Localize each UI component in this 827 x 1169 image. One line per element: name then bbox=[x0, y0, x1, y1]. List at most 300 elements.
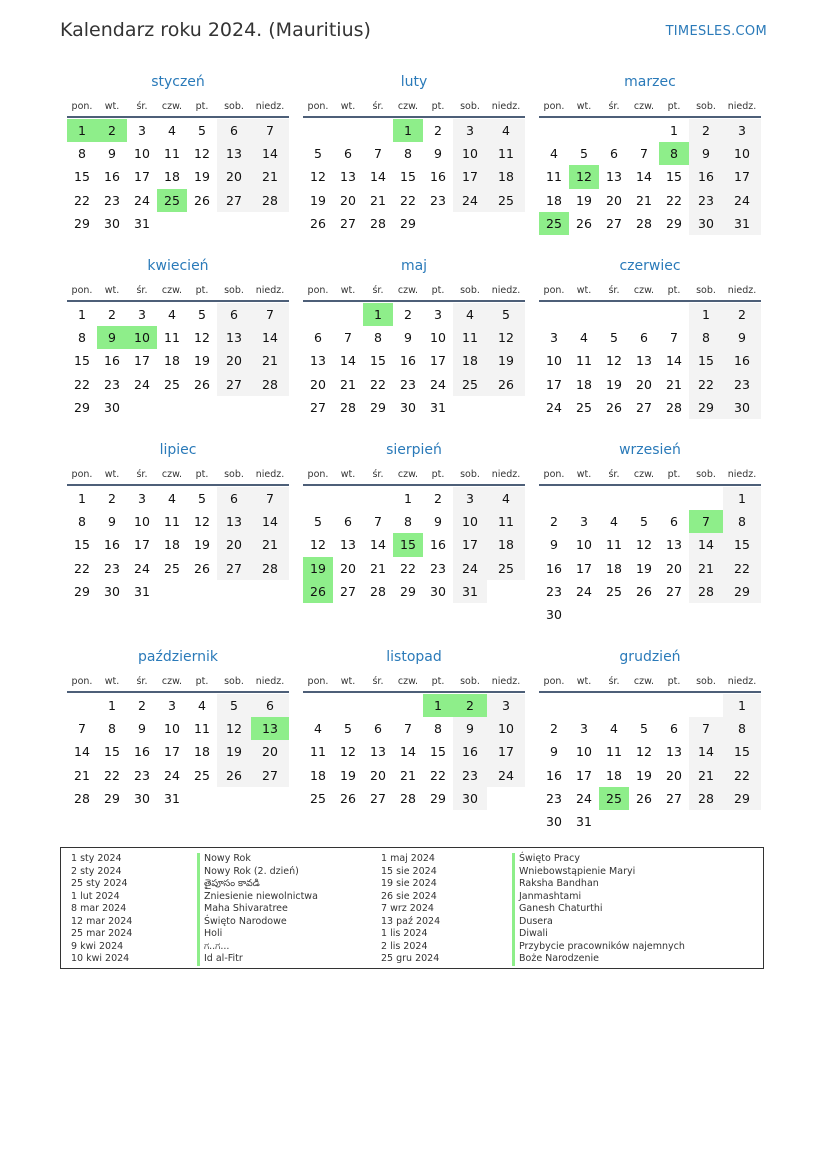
day-cell: 22 bbox=[400, 192, 416, 208]
empty-cell bbox=[251, 396, 289, 419]
weekday-label: niedz. bbox=[491, 285, 521, 296]
week-row bbox=[303, 533, 525, 556]
weekday-label: niedz. bbox=[491, 101, 521, 112]
day-cell: 18 bbox=[453, 349, 487, 372]
day-cell: 2 bbox=[689, 119, 723, 142]
day-cell: 8 bbox=[659, 142, 689, 165]
day-cell: 9 bbox=[138, 721, 146, 737]
empty-cell bbox=[363, 694, 393, 717]
day-cell: 7 bbox=[374, 514, 382, 530]
day-cell: 31 bbox=[576, 813, 592, 829]
day-cell: 8 bbox=[404, 514, 412, 530]
week-row bbox=[539, 557, 761, 580]
day-cell: 5 bbox=[314, 514, 322, 530]
legend-holiday-name: Przybycie pracowników najemnych bbox=[512, 941, 685, 954]
empty-cell bbox=[487, 212, 525, 235]
day-cell: 19 bbox=[636, 560, 652, 576]
week-row bbox=[539, 142, 761, 165]
month-4 bbox=[67, 256, 289, 419]
day-cell: 29 bbox=[689, 396, 723, 419]
week-row bbox=[67, 142, 289, 165]
day-cell: 11 bbox=[487, 142, 525, 165]
day-cell: 16 bbox=[400, 353, 416, 369]
day-cell: 25 bbox=[606, 583, 622, 599]
legend-holiday-date: 2 sty 2024 bbox=[71, 865, 122, 877]
weekday-label: pon. bbox=[307, 469, 329, 480]
day-cell: 17 bbox=[164, 744, 180, 760]
week-row bbox=[539, 165, 761, 188]
day-cell: 5 bbox=[198, 491, 206, 506]
day-cell: 21 bbox=[251, 165, 289, 188]
weekday-header bbox=[67, 282, 289, 300]
day-cell: 18 bbox=[164, 353, 180, 369]
day-cell: 21 bbox=[666, 376, 682, 392]
legend-holiday-name: Nowy Rok (2. dzień) bbox=[197, 866, 318, 879]
day-cell: 16 bbox=[134, 744, 150, 760]
day-cell: 26 bbox=[636, 583, 652, 599]
day-cell: 24 bbox=[487, 764, 525, 787]
empty-cell bbox=[251, 212, 289, 235]
weekday-header bbox=[539, 466, 761, 484]
weekday-label: śr. bbox=[608, 469, 620, 480]
weekday-label: śr. bbox=[372, 676, 384, 687]
month-name: czerwiec bbox=[619, 258, 681, 274]
day-cell: 2 bbox=[723, 303, 761, 326]
weekday-label: śr. bbox=[136, 285, 148, 296]
day-cell: 21 bbox=[370, 192, 386, 208]
day-cell: 3 bbox=[487, 694, 525, 717]
weekday-label: wt. bbox=[576, 469, 592, 480]
weekday-label: niedz. bbox=[727, 469, 757, 480]
day-cell: 14 bbox=[251, 326, 289, 349]
day-cell: 16 bbox=[104, 537, 120, 553]
day-cell: 1 bbox=[363, 303, 393, 326]
day-cell: 4 bbox=[168, 307, 176, 322]
week-row bbox=[539, 349, 761, 372]
day-cell: 1 bbox=[108, 698, 116, 713]
day-cell: 17 bbox=[723, 165, 761, 188]
weekday-label: pt. bbox=[195, 469, 209, 480]
weekday-label: czw. bbox=[633, 676, 655, 687]
day-cell: 7 bbox=[404, 721, 412, 737]
weekday-label: wt. bbox=[576, 285, 592, 296]
week-row bbox=[303, 717, 525, 740]
day-cell: 22 bbox=[74, 560, 90, 576]
day-cell: 20 bbox=[217, 165, 251, 188]
day-cell: 21 bbox=[636, 192, 652, 208]
weekday-label: czw. bbox=[397, 676, 419, 687]
week-row bbox=[303, 487, 525, 510]
day-cell: 13 bbox=[666, 537, 682, 553]
day-cell: 21 bbox=[400, 767, 416, 783]
day-cell: 16 bbox=[430, 537, 446, 553]
day-cell: 28 bbox=[251, 189, 289, 212]
weekday-label: sob. bbox=[696, 285, 716, 296]
days-grid bbox=[539, 694, 761, 833]
day-cell: 27 bbox=[636, 399, 652, 415]
week-row bbox=[67, 510, 289, 533]
empty-cell bbox=[629, 303, 659, 326]
week-row bbox=[67, 165, 289, 188]
day-cell: 31 bbox=[164, 790, 180, 806]
weekday-label: wt. bbox=[576, 676, 592, 687]
holiday-legend bbox=[60, 847, 764, 969]
day-cell: 4 bbox=[314, 721, 322, 737]
day-cell: 26 bbox=[576, 215, 592, 231]
days-grid bbox=[67, 119, 289, 235]
day-cell: 12 bbox=[487, 326, 525, 349]
day-cell: 26 bbox=[606, 399, 622, 415]
day-cell: 17 bbox=[134, 169, 150, 185]
day-cell: 23 bbox=[689, 189, 723, 212]
day-cell: 18 bbox=[576, 376, 592, 392]
days-grid bbox=[303, 119, 525, 235]
weekday-label: niedz. bbox=[727, 101, 757, 112]
day-cell: 20 bbox=[370, 767, 386, 783]
legend-left-names bbox=[197, 853, 318, 966]
day-cell: 12 bbox=[194, 146, 210, 162]
day-cell: 8 bbox=[78, 330, 86, 346]
empty-cell bbox=[539, 119, 569, 142]
day-cell: 7 bbox=[251, 303, 289, 326]
legend-holiday-date: 8 mar 2024 bbox=[71, 903, 127, 914]
day-cell: 7 bbox=[251, 119, 289, 142]
empty-cell bbox=[569, 603, 599, 626]
day-cell: 16 bbox=[104, 169, 120, 185]
day-cell: 23 bbox=[723, 373, 761, 396]
empty-cell bbox=[157, 580, 187, 603]
weekday-label: niedz. bbox=[491, 469, 521, 480]
day-cell: 11 bbox=[487, 510, 525, 533]
week-row bbox=[303, 165, 525, 188]
legend-holiday-name: Boże Narodzenie bbox=[512, 953, 685, 966]
day-cell: 26 bbox=[194, 560, 210, 576]
day-cell: 15 bbox=[666, 169, 682, 185]
weekday-label: niedz. bbox=[727, 676, 757, 687]
day-cell: 29 bbox=[723, 580, 761, 603]
day-cell: 2 bbox=[453, 694, 487, 717]
weekday-label: pon. bbox=[543, 469, 565, 480]
header-rule bbox=[303, 116, 525, 118]
legend-holiday-date: 1 sty 2024 bbox=[71, 853, 122, 864]
day-cell: 23 bbox=[134, 767, 150, 783]
header-rule bbox=[539, 116, 761, 118]
day-cell: 28 bbox=[251, 557, 289, 580]
week-row bbox=[303, 373, 525, 396]
day-cell: 28 bbox=[74, 790, 90, 806]
day-cell: 22 bbox=[666, 192, 682, 208]
day-cell: 26 bbox=[303, 580, 333, 603]
day-cell: 8 bbox=[434, 721, 442, 737]
day-cell: 20 bbox=[340, 192, 356, 208]
empty-cell bbox=[363, 487, 393, 510]
day-cell: 2 bbox=[434, 123, 442, 138]
legend-holiday-date: 15 sie 2024 bbox=[381, 865, 437, 877]
day-cell: 25 bbox=[194, 767, 210, 783]
day-cell: 12 bbox=[217, 717, 251, 740]
day-cell: 23 bbox=[430, 192, 446, 208]
day-cell: 6 bbox=[610, 146, 618, 162]
day-cell: 1 bbox=[78, 307, 86, 322]
day-cell: 18 bbox=[194, 744, 210, 760]
day-cell: 5 bbox=[198, 307, 206, 322]
day-cell: 28 bbox=[251, 373, 289, 396]
day-cell: 9 bbox=[108, 514, 116, 530]
weekday-header bbox=[303, 98, 525, 116]
day-cell: 19 bbox=[217, 740, 251, 763]
weekday-label: pt. bbox=[431, 101, 445, 112]
day-cell: 11 bbox=[606, 537, 622, 553]
weekday-label: sob. bbox=[224, 285, 244, 296]
day-cell: 10 bbox=[576, 537, 592, 553]
day-cell: 15 bbox=[74, 169, 90, 185]
day-cell: 2 bbox=[97, 119, 127, 142]
day-cell: 8 bbox=[689, 326, 723, 349]
week-row bbox=[539, 510, 761, 533]
day-cell: 7 bbox=[640, 146, 648, 162]
weekday-label: niedz. bbox=[255, 101, 285, 112]
weekday-label: wt. bbox=[104, 469, 120, 480]
weekday-label: wt. bbox=[104, 101, 120, 112]
empty-cell bbox=[303, 487, 333, 510]
week-row bbox=[539, 717, 761, 740]
day-cell: 9 bbox=[108, 146, 116, 162]
weekday-label: śr. bbox=[136, 469, 148, 480]
empty-cell bbox=[487, 787, 525, 810]
weekday-label: pon. bbox=[71, 285, 93, 296]
day-cell: 23 bbox=[104, 376, 120, 392]
day-cell: 24 bbox=[723, 189, 761, 212]
day-cell: 26 bbox=[217, 764, 251, 787]
day-cell: 3 bbox=[138, 491, 146, 506]
legend-holiday-name: Święto Narodowe bbox=[197, 916, 318, 929]
day-cell: 27 bbox=[217, 189, 251, 212]
day-cell: 24 bbox=[576, 583, 592, 599]
week-row bbox=[67, 787, 289, 810]
day-cell: 27 bbox=[310, 399, 326, 415]
month-name: maj bbox=[400, 258, 428, 274]
empty-cell bbox=[569, 119, 599, 142]
legend-holiday-name: Wniebowstąpienie Maryi bbox=[512, 866, 685, 879]
day-cell: 30 bbox=[723, 396, 761, 419]
day-cell: 23 bbox=[546, 790, 562, 806]
brand-link[interactable]: TIMESLES.COM bbox=[665, 24, 767, 39]
day-cell: 29 bbox=[666, 215, 682, 231]
weekday-label: pon. bbox=[71, 101, 93, 112]
week-row bbox=[303, 740, 525, 763]
weekday-label: pt. bbox=[431, 676, 445, 687]
day-cell: 13 bbox=[217, 326, 251, 349]
empty-cell bbox=[569, 694, 599, 717]
week-row bbox=[539, 533, 761, 556]
day-cell: 16 bbox=[104, 353, 120, 369]
day-cell: 31 bbox=[134, 215, 150, 231]
day-cell: 5 bbox=[217, 694, 251, 717]
day-cell: 6 bbox=[251, 694, 289, 717]
empty-cell bbox=[157, 396, 187, 419]
month-name: listopad bbox=[386, 649, 442, 665]
day-cell: 30 bbox=[546, 606, 562, 622]
day-cell: 18 bbox=[606, 767, 622, 783]
day-cell: 30 bbox=[430, 583, 446, 599]
month-10 bbox=[67, 647, 289, 810]
weekday-label: wt. bbox=[340, 285, 356, 296]
day-cell: 9 bbox=[550, 744, 558, 760]
month-7 bbox=[67, 440, 289, 603]
day-cell: 8 bbox=[723, 717, 761, 740]
weekday-label: pt. bbox=[195, 676, 209, 687]
empty-cell bbox=[251, 580, 289, 603]
legend-holiday-date: 9 kwi 2024 bbox=[71, 940, 124, 952]
day-cell: 8 bbox=[723, 510, 761, 533]
days-grid bbox=[67, 694, 289, 810]
page-title: Kalendarz roku 2024. (Mauritius) bbox=[60, 19, 371, 41]
weekday-label: czw. bbox=[397, 285, 419, 296]
days-grid bbox=[303, 694, 525, 810]
day-cell: 19 bbox=[194, 169, 210, 185]
month-name: wrzesień bbox=[619, 442, 681, 458]
legend-holiday-name: Maha Shivaratree bbox=[197, 903, 318, 916]
day-cell: 26 bbox=[487, 373, 525, 396]
day-cell: 10 bbox=[134, 514, 150, 530]
day-cell: 9 bbox=[723, 326, 761, 349]
weekday-label: wt. bbox=[340, 469, 356, 480]
week-row bbox=[303, 557, 525, 580]
empty-cell bbox=[629, 694, 659, 717]
week-row bbox=[303, 326, 525, 349]
legend-holiday-name: తైపూసం కావడి bbox=[197, 878, 318, 891]
legend-holiday-name: Janmashtami bbox=[512, 891, 685, 904]
empty-cell bbox=[187, 396, 217, 419]
legend-holiday-date: 10 kwi 2024 bbox=[71, 953, 130, 964]
weekday-label: wt. bbox=[340, 101, 356, 112]
day-cell: 24 bbox=[164, 767, 180, 783]
day-cell: 10 bbox=[487, 717, 525, 740]
empty-cell bbox=[599, 303, 629, 326]
weekday-label: czw. bbox=[633, 285, 655, 296]
day-cell: 25 bbox=[539, 212, 569, 235]
empty-cell bbox=[539, 694, 569, 717]
day-cell: 11 bbox=[453, 326, 487, 349]
day-cell: 6 bbox=[374, 721, 382, 737]
day-cell: 15 bbox=[430, 744, 446, 760]
day-cell: 2 bbox=[550, 721, 558, 737]
day-cell: 6 bbox=[217, 303, 251, 326]
month-name: lipiec bbox=[159, 442, 197, 458]
day-cell: 18 bbox=[487, 533, 525, 556]
empty-cell bbox=[333, 487, 363, 510]
week-row bbox=[539, 810, 761, 833]
weekday-label: sob. bbox=[460, 676, 480, 687]
weekday-label: czw. bbox=[633, 469, 655, 480]
day-cell: 11 bbox=[164, 330, 180, 346]
day-cell: 1 bbox=[723, 694, 761, 717]
week-row bbox=[303, 787, 525, 810]
week-row bbox=[303, 142, 525, 165]
day-cell: 15 bbox=[723, 533, 761, 556]
weekday-header bbox=[539, 673, 761, 691]
day-cell: 10 bbox=[576, 744, 592, 760]
day-cell: 26 bbox=[194, 376, 210, 392]
day-cell: 2 bbox=[108, 307, 116, 322]
weekday-label: pt. bbox=[195, 101, 209, 112]
day-cell: 8 bbox=[78, 514, 86, 530]
legend-right-names bbox=[512, 853, 685, 966]
day-cell: 14 bbox=[400, 744, 416, 760]
empty-cell bbox=[217, 787, 251, 810]
empty-cell bbox=[659, 810, 689, 833]
weekday-label: czw. bbox=[161, 101, 183, 112]
empty-cell bbox=[539, 303, 569, 326]
day-cell: 2 bbox=[434, 491, 442, 506]
weekday-label: śr. bbox=[136, 101, 148, 112]
day-cell: 21 bbox=[340, 376, 356, 392]
header-rule bbox=[303, 300, 525, 302]
weekday-label: pt. bbox=[431, 469, 445, 480]
day-cell: 20 bbox=[217, 533, 251, 556]
day-cell: 29 bbox=[74, 399, 90, 415]
empty-cell bbox=[599, 694, 629, 717]
day-cell: 14 bbox=[251, 510, 289, 533]
legend-holiday-date: 13 paź 2024 bbox=[381, 915, 441, 927]
day-cell: 27 bbox=[370, 790, 386, 806]
day-cell: 16 bbox=[689, 165, 723, 188]
legend-holiday-date: 25 mar 2024 bbox=[71, 928, 133, 939]
day-cell: 13 bbox=[340, 169, 356, 185]
day-cell: 1 bbox=[689, 303, 723, 326]
empty-cell bbox=[629, 603, 659, 626]
day-cell: 21 bbox=[74, 767, 90, 783]
empty-cell bbox=[127, 396, 157, 419]
legend-holiday-date: 26 sie 2024 bbox=[381, 890, 437, 902]
weekday-label: czw. bbox=[633, 101, 655, 112]
day-cell: 19 bbox=[303, 557, 333, 580]
weekday-label: czw. bbox=[397, 469, 419, 480]
day-cell: 13 bbox=[666, 744, 682, 760]
week-row bbox=[303, 303, 525, 326]
week-row bbox=[303, 396, 525, 419]
weekday-label: śr. bbox=[372, 469, 384, 480]
empty-cell bbox=[723, 603, 761, 626]
day-cell: 22 bbox=[74, 192, 90, 208]
day-cell: 3 bbox=[138, 307, 146, 322]
day-cell: 2 bbox=[550, 514, 558, 530]
day-cell: 22 bbox=[723, 557, 761, 580]
legend-holiday-name: Zniesienie niewolnictwa bbox=[197, 891, 318, 904]
weekday-header bbox=[67, 98, 289, 116]
day-cell: 14 bbox=[689, 533, 723, 556]
month-6 bbox=[539, 256, 761, 419]
weekday-label: czw. bbox=[161, 676, 183, 687]
empty-cell bbox=[453, 396, 487, 419]
day-cell: 24 bbox=[134, 192, 150, 208]
day-cell: 1 bbox=[723, 487, 761, 510]
day-cell: 20 bbox=[217, 349, 251, 372]
day-cell: 8 bbox=[108, 721, 116, 737]
empty-cell bbox=[187, 580, 217, 603]
day-cell: 16 bbox=[453, 740, 487, 763]
day-cell: 6 bbox=[344, 146, 352, 162]
day-cell: 1 bbox=[393, 119, 423, 142]
weekday-label: pt. bbox=[195, 285, 209, 296]
day-cell: 25 bbox=[164, 376, 180, 392]
weekday-label: pt. bbox=[667, 285, 681, 296]
weekday-label: sob. bbox=[696, 101, 716, 112]
week-row bbox=[67, 396, 289, 419]
empty-cell bbox=[393, 694, 423, 717]
weekday-label: wt. bbox=[104, 676, 120, 687]
day-cell: 5 bbox=[314, 146, 322, 162]
